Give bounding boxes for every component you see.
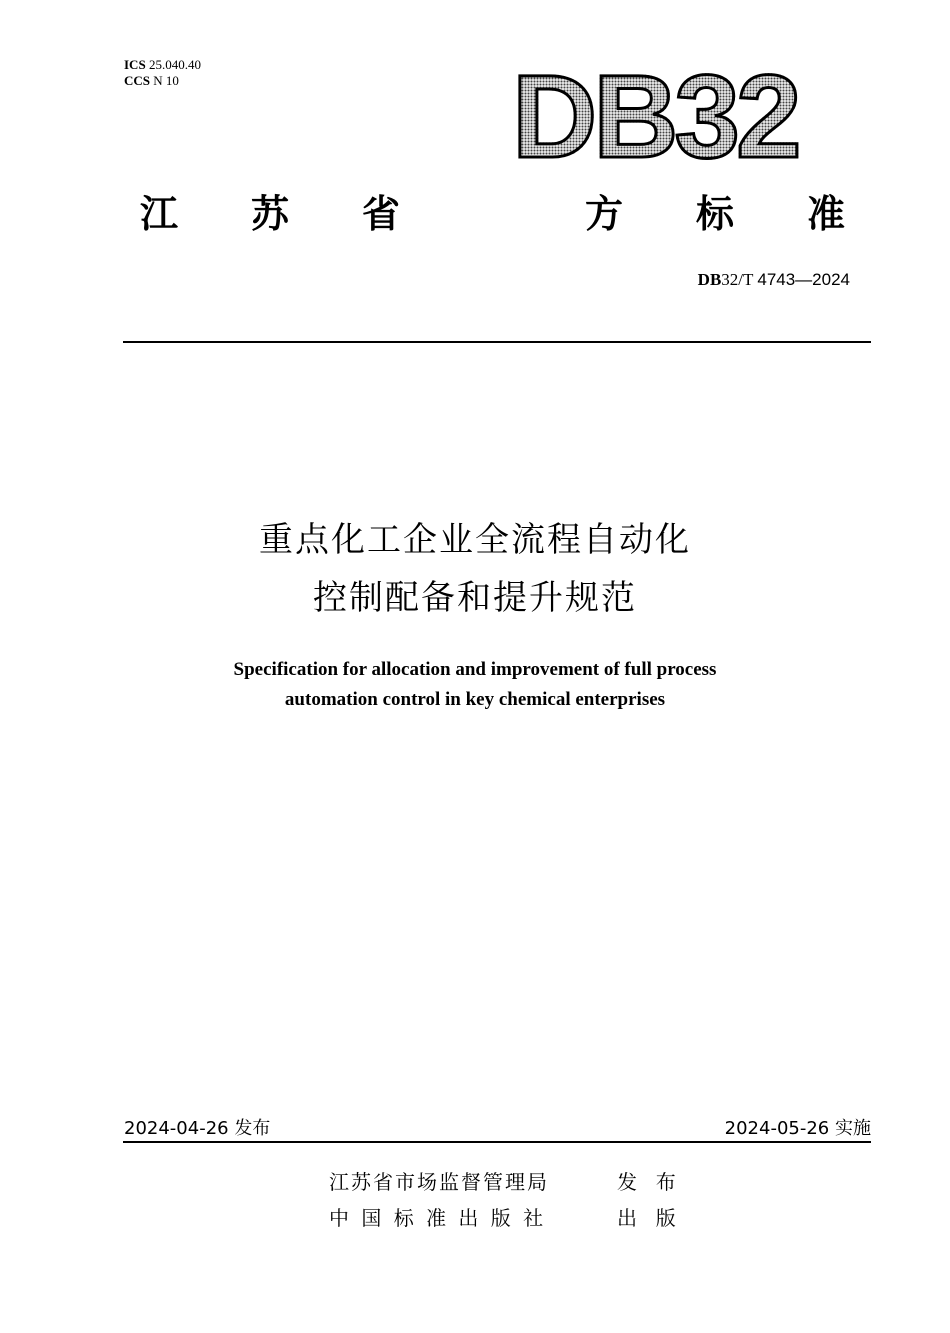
ccs-label: CCS [124, 73, 151, 88]
db32-logo: DB32 [512, 62, 802, 172]
publisher-name: 中 国 标 准 出 版 社 [329, 1206, 547, 1230]
classification-codes [124, 57, 201, 89]
cn-title-line-1: 重点化工企业全流程自动化 [259, 520, 691, 560]
ics-line [124, 57, 201, 73]
heading-char-2: 苏 [251, 192, 290, 236]
standard-number-value: 4743—2024 [757, 270, 850, 289]
ics-label: ICS [124, 57, 146, 72]
publisher-action: 出 版 [617, 1206, 678, 1230]
en-title-line-1: Specification for allocation and improvement of full process [233, 659, 717, 680]
issue-date: 2024-04-26 发布 [124, 1118, 271, 1139]
en-title-line-2: automation control in key chemical enterprises [284, 689, 666, 710]
standard-code: 32/T [721, 270, 754, 289]
issuer-action: 发 布 [617, 1170, 678, 1194]
cn-title-line-2: 控制配备和提升规范 [313, 578, 637, 618]
ccs-code: N 10 [153, 73, 179, 88]
standard-prefix: DB [697, 270, 722, 289]
heading-char-4: 方 [585, 192, 624, 236]
heading-char-6: 准 [807, 192, 846, 236]
issuer-name: 江苏省市场监督管理局 [329, 1170, 549, 1194]
heading-char-1: 江 [140, 192, 179, 236]
ccs-line [124, 73, 201, 89]
top-divider [123, 341, 871, 343]
implement-date: 2024-05-26 实施 [724, 1118, 871, 1139]
ics-code: 25.040.40 [148, 57, 201, 72]
heading-char-5: 标 [696, 192, 735, 236]
heading-char-3: 省 [362, 192, 401, 236]
bottom-divider [123, 1141, 871, 1143]
standard-number [698, 270, 850, 290]
